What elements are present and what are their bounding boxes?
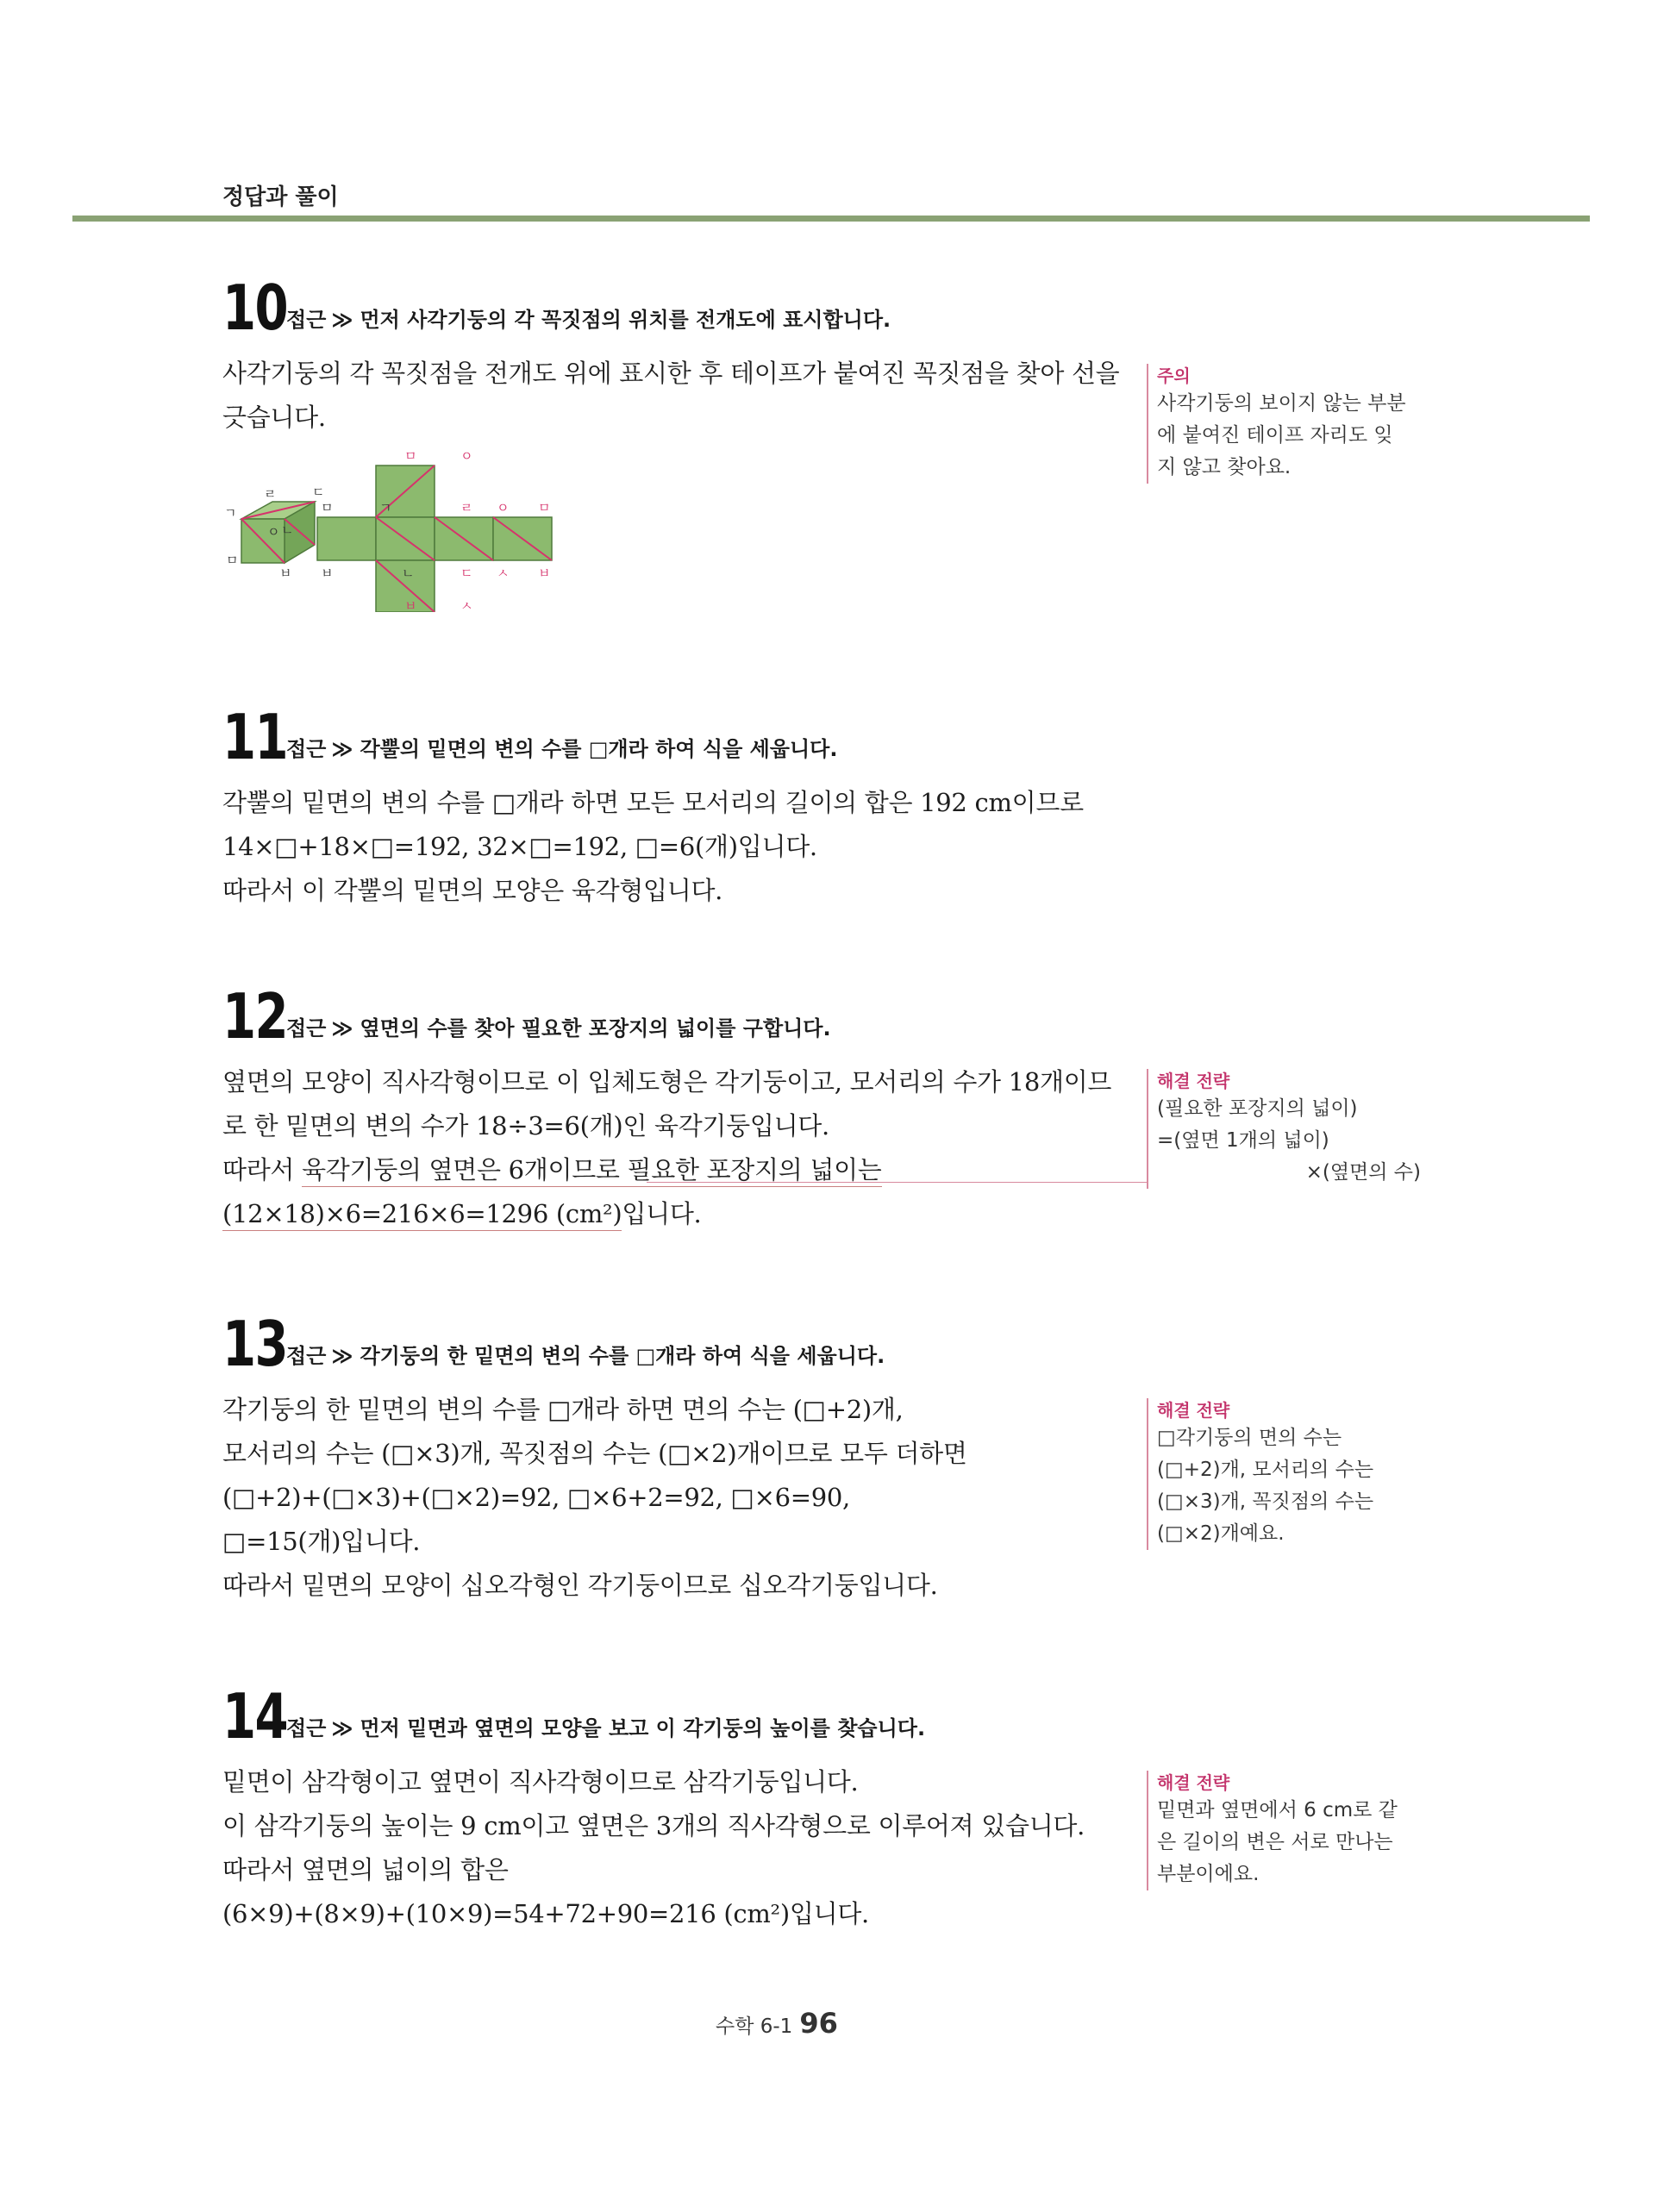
approach-text: 각뿔의 밑면의 변의 수를 □개라 하여 식을 세웁니다. <box>360 737 838 761</box>
note-text <box>1157 388 1433 484</box>
cube-drawing <box>224 484 332 581</box>
note-line: (필요한 포장지의 넓이) <box>1157 1097 1358 1120</box>
solution-line: (□+2)+(□×3)+(□×2)=92, □×6+2=92, □×6=90, <box>222 1483 850 1512</box>
approach-heading <box>286 303 891 333</box>
solution-line: □=15(개)입니다. <box>222 1527 421 1556</box>
solution-line: 따라서 이 각뿔의 밑면의 모양은 육각형입니다. <box>222 876 723 905</box>
solution-line: (6×9)+(8×9)+(10×9)=54+72+90=216 (cm²)입니다. <box>222 1899 869 1928</box>
cube-net-figure <box>222 448 585 612</box>
page-header-title: 정답과 풀이 <box>222 184 339 210</box>
approach-label: 접근 <box>286 1344 327 1368</box>
note-label: 해결 전략 <box>1157 1400 1230 1421</box>
problem-number: 11 <box>222 701 288 773</box>
note-line: 사각기둥의 보이지 않는 부분 <box>1157 392 1406 415</box>
approach-heading <box>286 1011 831 1041</box>
note-line: =(옆면 1개의 넓이) <box>1157 1129 1329 1152</box>
note-line: 부분이에요. <box>1157 1863 1260 1885</box>
net-label: ㅁ <box>404 448 417 464</box>
solution-text <box>222 352 1136 440</box>
cube-label: ㅇ <box>267 524 280 540</box>
page-footer <box>716 2007 838 2040</box>
net-label: ㄹ <box>460 500 473 516</box>
note-text <box>1157 1093 1433 1189</box>
note-line: 밑면과 옆면에서 6 cm로 같 <box>1157 1799 1398 1821</box>
solution-text-plain: 입니다. <box>622 1199 702 1228</box>
solution-line <box>222 1192 1136 1236</box>
solution-line: 각뿔의 밑면의 변의 수를 □개라 하면 모든 모서리의 길이의 합은 192 cm이므로 <box>222 788 1084 817</box>
net-label: ㄷ <box>460 565 473 581</box>
note-label: 해결 전략 <box>1157 1071 1230 1091</box>
solution-text <box>222 1060 1136 1236</box>
note-line: 지 않고 찾아요. <box>1157 456 1292 478</box>
approach-arrow: ≫ <box>331 308 353 332</box>
note-line: 은 길이의 변은 서로 만나는 <box>1157 1831 1393 1853</box>
net-label: ㅇ <box>497 500 510 516</box>
header-rule <box>72 216 1590 222</box>
cube-label: ㅁ <box>226 553 239 568</box>
approach-text: 먼저 사각기둥의 각 꼭짓점의 위치를 전개도에 표시합니다. <box>360 308 891 332</box>
note-line: □각기둥의 면의 수는 <box>1157 1427 1342 1449</box>
approach-label: 접근 <box>286 308 327 332</box>
cube-net <box>317 448 552 612</box>
note-text <box>1157 1422 1433 1550</box>
net-label: ㄱ <box>379 500 392 516</box>
solution-line: 모서리의 수는 (□×3)개, 꼭짓점의 수는 (□×2)개이므로 모두 더하면 <box>222 1439 967 1468</box>
approach-arrow: ≫ <box>331 1344 353 1368</box>
approach-text: 각기둥의 한 밑면의 변의 수를 □개라 하여 식을 세웁니다. <box>360 1344 885 1368</box>
cube-label: ㄴ <box>281 522 294 538</box>
approach-heading <box>286 1339 885 1369</box>
cube-label: ㅂ <box>279 565 292 581</box>
side-note-strategy <box>1147 1771 1433 1890</box>
solution-text <box>222 1388 1136 1608</box>
net-label: ㅁ <box>538 500 551 516</box>
note-line: ×(옆면의 수) <box>1305 1161 1421 1184</box>
approach-heading <box>286 732 837 762</box>
cube-label: ㄹ <box>264 486 277 502</box>
approach-label: 접근 <box>286 737 327 761</box>
approach-heading <box>286 1711 925 1741</box>
solution-line: 각기둥의 한 밑면의 변의 수를 □개라 하면 면의 수는 (□+2)개, <box>222 1395 904 1424</box>
problem-11 <box>222 701 1136 913</box>
net-label: ㅂ <box>404 598 417 612</box>
note-label: 주의 <box>1157 366 1191 386</box>
net-label: ㅂ <box>538 565 551 581</box>
problem-13 <box>222 1308 1136 1608</box>
note-line: (□×2)개예요. <box>1157 1522 1285 1545</box>
approach-arrow: ≫ <box>331 737 353 761</box>
solution-line: 이 삼각기둥의 높이는 9 cm이고 옆면은 3개의 직사각형으로 이루어져 있습니다. <box>222 1811 1085 1840</box>
note-line: (□×3)개, 꼭짓점의 수는 <box>1157 1490 1374 1513</box>
approach-arrow: ≫ <box>331 1016 353 1040</box>
problem-number: 14 <box>222 1680 288 1753</box>
cube-label: ㄷ <box>312 484 325 500</box>
note-label: 해결 전략 <box>1157 1772 1230 1793</box>
note-text <box>1157 1795 1433 1890</box>
cube-label: ㄱ <box>224 505 237 521</box>
solution-line: 긋습니다. <box>222 403 326 432</box>
solution-line: 따라서 옆면의 넓이의 합은 <box>222 1855 509 1884</box>
note-line: 에 붙여진 테이프 자리도 잊 <box>1157 424 1393 447</box>
approach-label: 접근 <box>286 1716 327 1740</box>
problem-number: 12 <box>222 980 288 1053</box>
solution-text-plain: 따라서 <box>222 1155 303 1184</box>
side-note-strategy <box>1147 1069 1433 1189</box>
solution-line: 밑면이 삼각형이고 옆면이 직사각형이므로 삼각기둥입니다. <box>222 1767 859 1796</box>
approach-arrow: ≫ <box>331 1716 353 1740</box>
problem-number: 10 <box>222 272 288 344</box>
underlined-key-phrase: 육각기둥의 옆면은 6개이므로 필요한 포장지의 넓이는 <box>302 1155 881 1187</box>
problem-10 <box>222 272 1136 440</box>
approach-label: 접근 <box>286 1016 327 1040</box>
solution-line <box>222 1148 1136 1192</box>
problem-12 <box>222 980 1136 1236</box>
solution-line: 로 한 밑면의 변의 수가 18÷3=6(개)인 육각기둥입니다. <box>222 1111 829 1140</box>
net-label: ㄴ <box>402 565 415 581</box>
side-note-strategy <box>1147 1398 1433 1550</box>
net-label: ㅂ <box>321 565 334 581</box>
note-line: (□+2)개, 모서리의 수는 <box>1157 1459 1374 1481</box>
note-leader-line <box>647 1182 1147 1183</box>
page-number: 96 <box>799 2007 838 2040</box>
net-label: ㅅ <box>497 565 510 581</box>
net-label: ㅁ <box>321 500 334 516</box>
footer-subject: 수학 6-1 <box>716 2015 793 2038</box>
approach-text: 먼저 밑면과 옆면의 모양을 보고 이 각기둥의 높이를 찾습니다. <box>360 1716 926 1740</box>
problem-number: 13 <box>222 1308 288 1380</box>
solution-line: 14×□+18×□=192, 32×□=192, □=6(개)입니다. <box>222 832 817 861</box>
solution-text <box>222 1760 1136 1936</box>
solution-line: 사각기둥의 각 꼭짓점을 전개도 위에 표시한 후 테이프가 붙여진 꼭짓점을 찾아 선을 <box>222 359 1120 388</box>
solution-line: 따라서 밑면의 모양이 십오각형인 각기둥이므로 십오각기둥입니다. <box>222 1571 938 1600</box>
problem-14 <box>222 1680 1136 1936</box>
side-note-caution <box>1147 364 1433 484</box>
net-label: ㅅ <box>460 598 473 612</box>
approach-text: 옆면의 수를 찾아 필요한 포장지의 넓이를 구합니다. <box>360 1016 831 1040</box>
solution-line: 옆면의 모양이 직사각형이므로 이 입체도형은 각기둥이고, 모서리의 수가 18개이므 <box>222 1067 1112 1097</box>
underlined-key-formula: (12×18)×6=216×6=1296 (cm²) <box>222 1199 622 1231</box>
solution-text <box>222 781 1136 913</box>
net-label: ㅇ <box>460 448 473 464</box>
